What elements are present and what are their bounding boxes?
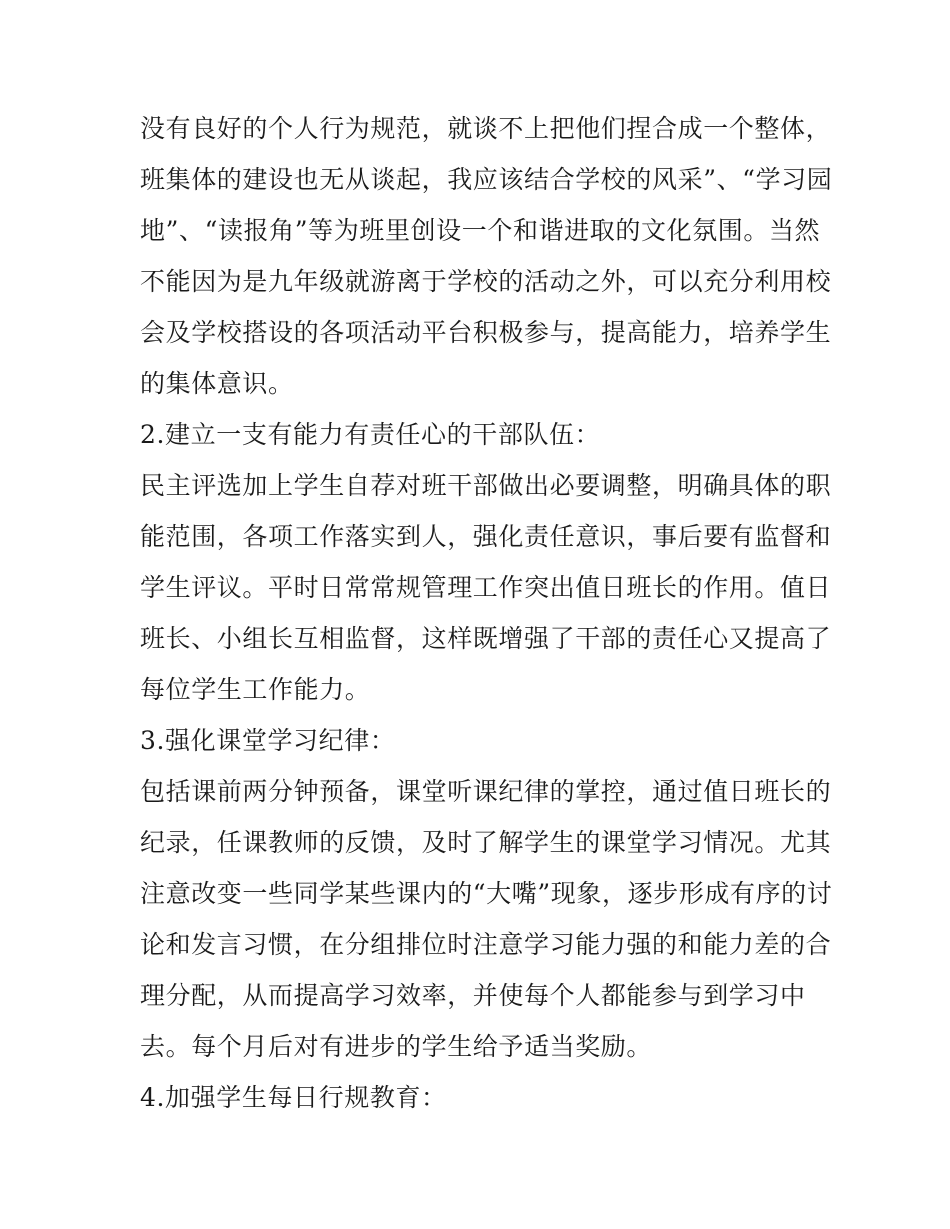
section-heading: 2.建立一支有能力有责任心的干部队伍：	[140, 420, 601, 449]
text-line: 没有良好的个人行为规范，就谈不上把他们捏合成一个整体，	[140, 114, 832, 143]
text-line: 纪录，任课教师的反馈，及时了解学生的课堂学习情况。尤其	[140, 828, 832, 857]
text-line: 注意改变一些同学某些课内的“大嘴”现象，逐步形成有序的讨	[140, 879, 833, 908]
text-line: 学生评议。平时日常常规管理工作突出值日班长的作用。值日	[140, 573, 832, 602]
text-line: 能范围，各项工作落实到人，强化责任意识，事后要有监督和	[140, 522, 832, 551]
text-line: 理分配，从而提高学习效率，并使每个人都能参与到学习中	[140, 981, 806, 1010]
document-body	[140, 103, 833, 1123]
text-line: 会及学校搭设的各项活动平台积极参与，提高能力，培养学生	[140, 318, 832, 347]
text-line: 地”、“读报角”等为班里创设一个和谐进取的文化氛围。当然	[140, 216, 821, 245]
text-line: 不能因为是九年级就游离于学校的活动之外，可以充分利用校	[140, 267, 832, 296]
text-line: 班集体的建设也无从谈起，我应该结合学校的风采”、“学习园	[140, 165, 833, 194]
text-line: 民主评选加上学生自荐对班干部做出必要调整，明确具体的职	[140, 471, 832, 500]
section-heading: 3.强化课堂学习纪律：	[140, 726, 396, 755]
text-line: 班长、小组长互相监督，这样既增强了干部的责任心又提高了	[140, 624, 832, 653]
section-heading: 4.加强学生每日行规教育：	[140, 1083, 447, 1112]
text-line: 每位学生工作能力。	[140, 675, 371, 704]
text-line: 去。每个月后对有进步的学生给予适当奖励。	[140, 1032, 653, 1061]
text-line: 论和发言习惯，在分组排位时注意学习能力强的和能力差的合	[140, 930, 832, 959]
text-line: 包括课前两分钟预备，课堂听课纪律的掌控，通过值日班长的	[140, 777, 832, 806]
text-line: 的集体意识。	[140, 369, 294, 398]
